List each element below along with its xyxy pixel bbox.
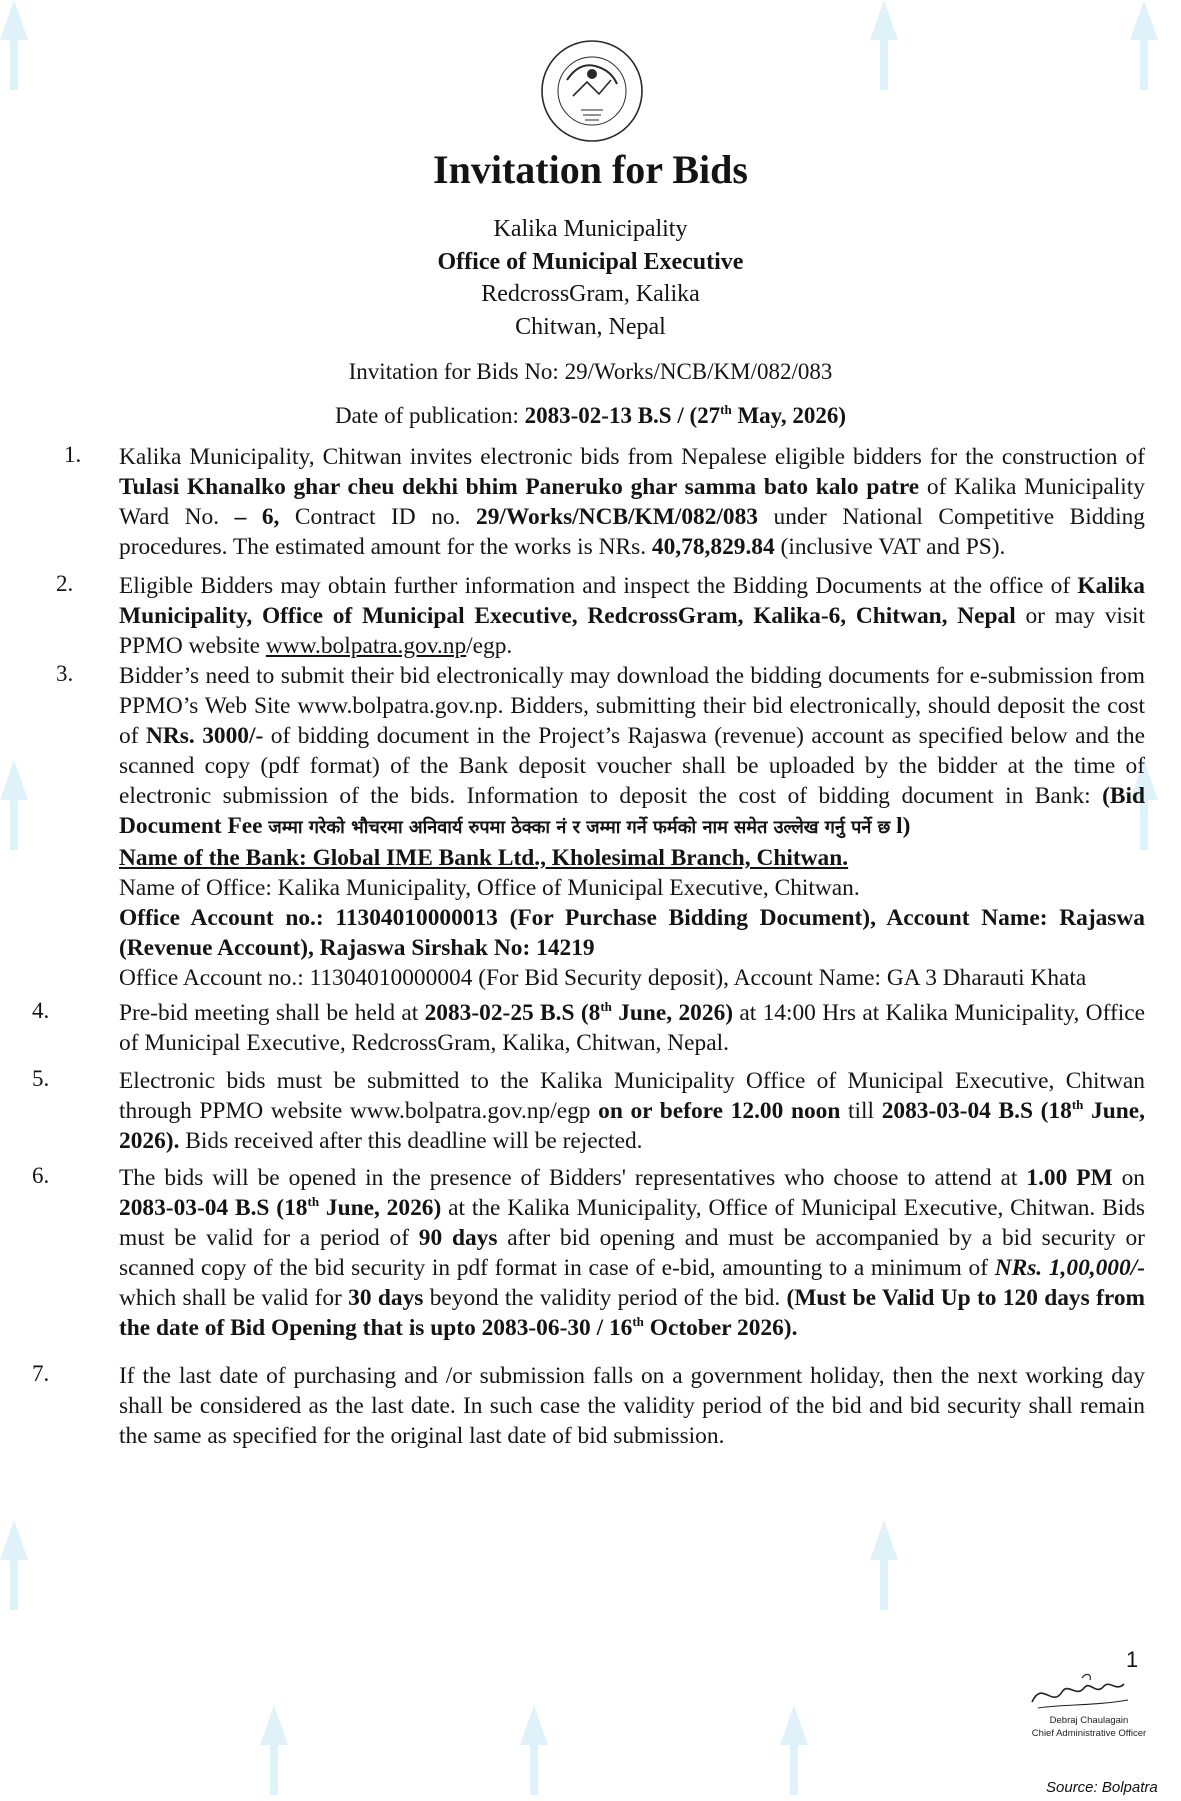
clause-number: 4. — [32, 998, 50, 1023]
clause-text: The bids will be opened in the presence of Bidders' representatives who choose to attend at 1.00 PM on 2083-03-04 B.S (18th June, 2026) at the Kalika Municipality, Office of Municipal Executive, Chitwan. Bids must be valid for a period of 90 days after bid opening and must be accompanied by a bid security or scanned copy of the bid security in pdf format in case of e-bid, amounting to a minimum of NRs. 1,00,000/- which shall be valid for 30 days beyond the validity period of the bid. (Must be Valid Up to 120 days from the date of Bid Opening that is upto 2083-06-30 / 16th October 2026). — [119, 1165, 1146, 1341]
clause-6 — [0, 1163, 1181, 1343]
clause-text: If the last date of purchasing and /or submission falls on a government holiday, then the next working day shall be considered as the last date. In such case the validity period of the bid and bid security shall remain the same as specified for the original last date of bid submission. — [119, 1363, 1145, 1449]
clause-text: Kalika Municipality, Chitwan invites electronic bids from Nepalese eligible bidders for the construction of Tulasi Khanalko ghar cheu dekhi bhim Paneruko ghar samma bato kalo patre of Kalika Municipality Ward No. – 6, Contract ID no. 29/Works/NCB/KM/082/083 under National Competitive Bidding procedures. The estimated amount for the works is NRs. 40,78,829.84 (inclusive VAT and PS). — [119, 444, 1145, 560]
clause-1 — [0, 442, 1181, 562]
signature-block — [1024, 1668, 1154, 1740]
ifb-number-label: Invitation for Bids No: — [348, 359, 565, 384]
clause-number: 5. — [32, 1066, 50, 1091]
office-name-line: Name of Office: Kalika Municipality, Office of Municipal Executive, Chitwan. — [119, 875, 860, 901]
clause-7 — [0, 1361, 1181, 1451]
clause-number: 3. — [56, 661, 74, 686]
publication-date — [0, 403, 1181, 429]
source-caption: Source: Bolpatra — [1046, 1779, 1158, 1796]
clause-5 — [0, 1066, 1181, 1156]
revenue-account: Office Account no.: 11304010000013 (For Purchase Bidding Document), Account Name: Rajaswa (Revenue Account), Rajaswa Sirshak No: 14219 — [119, 905, 1145, 961]
signatory-name: Debraj Chaulagain — [1049, 1715, 1129, 1726]
ifb-number-value: 29/Works/NCB/KM/082/083 — [564, 359, 833, 384]
publication-date-value: 2083-02-13 B.S / (27th May, 2026) — [524, 402, 847, 428]
clause-3 — [0, 661, 1181, 993]
municipal-seal — [537, 36, 647, 146]
office-name: Office of Municipal Executive — [437, 249, 744, 275]
security-account: Office Account no.: 11304010000004 (For Bid Security deposit), Account Name: GA 3 Dharauti Khata — [119, 965, 1087, 991]
clause-4 — [0, 998, 1181, 1058]
clause-text: Pre-bid meeting shall be held at 2083-02-25 B.S (8th June, 2026) at 14:00 Hrs at Kalika Municipality, Office of Municipal Executive, RedcrossGram, Kalika, Chitwan, Nepal. — [119, 999, 1145, 1056]
clause-text: Electronic bids must be submitted to the Kalika Municipality Office of Municipal Executive, Chitwan through PPMO website www.bolpatra.gov.np/egp on or before 12.00 noon till 2083-03-04 B.S (18th June, 2026). Bids received after this deadline will be rejected. — [119, 1068, 1145, 1154]
bolpatra-link[interactable]: www.bolpatra.gov.np — [265, 633, 467, 659]
clause-text: Eligible Bidders may obtain further information and inspect the Bidding Documents at the office of Kalika Municipality, Office of Municipal Executive, RedcrossGram, Kalika-6, Chitwan, Nepal or may visit PPMO website www.bolpatra.gov.np/egp. — [119, 573, 1146, 659]
clause-text: Bidder’s need to submit their bid electronically may download the bidding documents for e-submission from PPMO’s Web Site www.bolpatra.gov.np. Bidders, submitting their bid electronically, should deposit the cost of NRs. 3000/- of bidding document in the Project’s Rajaswa (revenue) account as specified below and the scanned copy (pdf format) of the Bank deposit voucher shall be uploaded by the bidder at the time of electronic submission of the bids. Information to deposit the cost of bidding document in Bank: (Bid Document Fee जम्मा गरेको भौचरमा अनिवार्य रुपमा ठेक्का नं र जम्मा गर्ने फर्मको नाम समेत उल्लेख गर्नु पर्ने छ l) Name of the Bank: Global IME Bank Ltd., Kholesimal Branch, Chitwan. Name of Office: Kalika Municipality, Office of Municipal Executive, Chitwan. Office Account no.: 11304010000013 (For Purchase Bidding Document), Account Name: Rajaswa (Revenue Account), Rajaswa Sirshak No: 14219 Office Account no.: 11304010000004 (For Bid Security deposit), Account Name: GA 3 Dharauti Khata — [119, 663, 1145, 991]
clause-number: 7. — [32, 1361, 50, 1386]
clause-number: 1. — [64, 442, 82, 467]
office-address: RedcrossGram, Kalika — [481, 281, 700, 307]
ifb-number — [0, 359, 1181, 385]
municipality-name: Kalika Municipality — [493, 216, 688, 242]
office-district: Chitwan, Nepal — [515, 314, 666, 340]
clause-number: 2. — [56, 571, 74, 596]
page-number: 1 — [1126, 1647, 1139, 1672]
bank-name: Name of the Bank: Global IME Bank Ltd., Kholesimal Branch, Chitwan. — [119, 845, 849, 871]
clause-2 — [0, 571, 1181, 661]
page-title: Invitation for Bids — [433, 147, 748, 192]
clause-number: 6. — [32, 1163, 50, 1188]
signatory-title: Chief Administrative Officer — [1031, 1728, 1147, 1739]
signature-mark — [1024, 1668, 1144, 1714]
publication-date-label: Date of publication: — [334, 403, 525, 428]
notice-clauses — [0, 442, 1181, 1451]
